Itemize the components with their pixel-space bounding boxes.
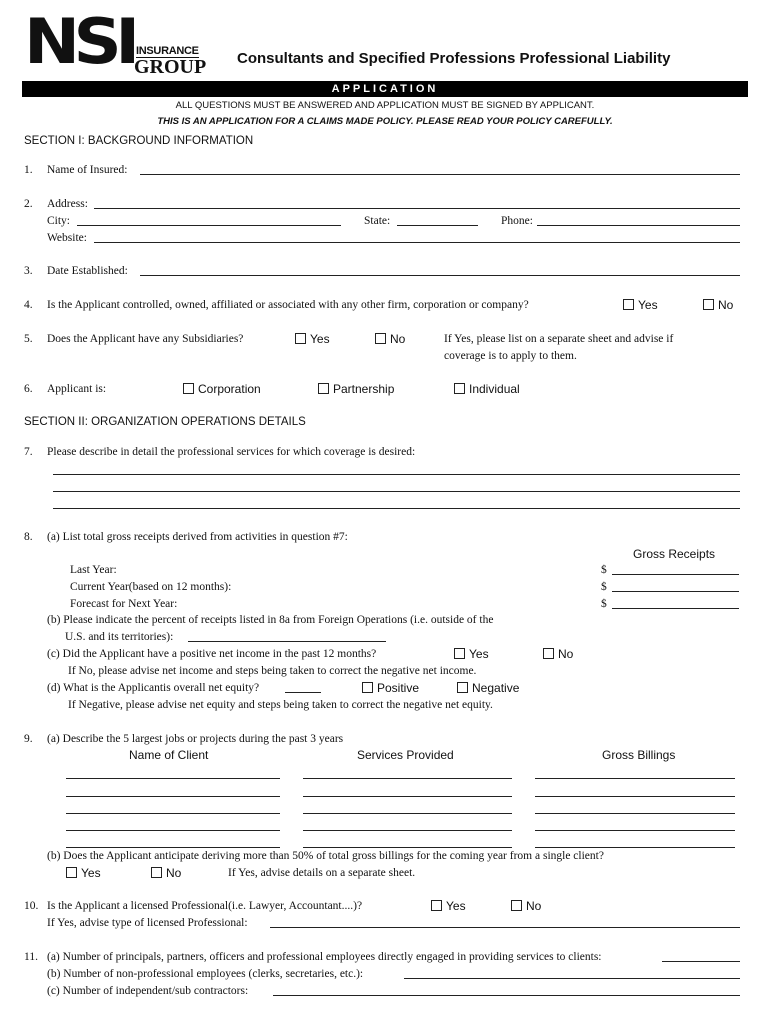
q8c-yes-option[interactable]	[454, 647, 489, 661]
q5-yes-checkbox[interactable]	[295, 333, 306, 344]
services-field-5[interactable]	[303, 847, 512, 848]
negative-label: Negative	[472, 681, 520, 695]
q4-yes-label: Yes	[638, 298, 658, 312]
q9b-note: If Yes, advise details on a separate sheet.	[228, 867, 416, 879]
q8c-no-option[interactable]	[543, 647, 573, 661]
city-label: City:	[47, 215, 71, 227]
net-equity-field[interactable]	[285, 692, 321, 693]
q10-no-checkbox[interactable]	[511, 900, 522, 911]
q9a-label: (a) Describe the 5 largest jobs or projects during the past 3 years	[47, 733, 344, 745]
q11c-label: (c) Number of independent/sub contractors:	[47, 985, 249, 997]
q11a-label: (a) Number of principals, partners, officers and professional employees directly engaged in providing services to clients:	[47, 951, 602, 963]
forecast-receipts-field[interactable]	[612, 608, 739, 609]
client-field-1[interactable]	[66, 778, 280, 779]
positive-label: Positive	[377, 681, 420, 695]
q7-label: Please describe in detail the professional services for which coverage is desired:	[47, 446, 416, 458]
q11-number: 11.	[24, 951, 38, 963]
q8c-yes-label: Yes	[469, 647, 489, 661]
website-field[interactable]	[94, 242, 740, 243]
current-year-receipts-field[interactable]	[612, 591, 739, 592]
q8c-no-label: No	[558, 647, 574, 661]
city-field[interactable]	[77, 225, 341, 226]
q9b-label: (b) Does the Applicant anticipate deriving more than 50% of total gross billings for the coming year from a single client?	[47, 850, 604, 862]
billings-field-2[interactable]	[535, 796, 735, 797]
application-banner	[22, 81, 748, 97]
q5-no-option[interactable]	[375, 332, 405, 346]
q1-number: 1.	[24, 164, 33, 176]
q10-no-option[interactable]	[511, 899, 541, 913]
q5-yes-label: Yes	[310, 332, 330, 346]
q10-yes-checkbox[interactable]	[431, 900, 442, 911]
services-desc-line-1[interactable]	[53, 474, 740, 475]
section-2-title: SECTION II: ORGANIZATION OPERATIONS DETAILS	[24, 416, 306, 428]
positive-checkbox[interactable]	[362, 682, 373, 693]
q5-no-checkbox[interactable]	[375, 333, 386, 344]
q5-no-label: No	[390, 332, 406, 346]
q10-sub-label: If Yes, advise type of licensed Professional:	[47, 917, 248, 929]
website-label: Website:	[47, 232, 87, 244]
client-field-4[interactable]	[66, 830, 280, 831]
q9-number: 9.	[24, 733, 33, 745]
q9b-no-label: No	[166, 866, 182, 880]
q10-label: Is the Applicant a licensed Professional(i.e. Lawyer, Accountant....)?	[47, 900, 363, 912]
q4-yes-checkbox[interactable]	[623, 299, 634, 310]
billings-field-5[interactable]	[535, 847, 735, 848]
date-established-field[interactable]	[140, 275, 740, 276]
q2-number: 2.	[24, 198, 33, 210]
q9b-yes-label: Yes	[81, 866, 101, 880]
notice-signature: ALL QUESTIONS MUST BE ANSWERED AND APPLICATION MUST BE SIGNED BY APPLICANT.	[175, 100, 595, 111]
individual-checkbox[interactable]	[454, 383, 465, 394]
q5-note-line2: coverage is to apply to them.	[444, 350, 577, 362]
licensed-type-field[interactable]	[270, 927, 740, 928]
q8d-note: If Negative, please advise net equity and steps being taken to correct the negative net equity.	[68, 699, 493, 711]
services-field-4[interactable]	[303, 830, 512, 831]
billings-field-1[interactable]	[535, 778, 735, 779]
foreign-operations-field[interactable]	[188, 641, 386, 642]
corporation-checkbox[interactable]	[183, 383, 194, 394]
q1-label: Name of Insured:	[47, 164, 128, 176]
col-services-provided: Services Provided	[357, 748, 454, 762]
q9b-yes-checkbox[interactable]	[66, 867, 77, 878]
corporation-option[interactable]	[183, 382, 261, 396]
last-year-receipts-field[interactable]	[612, 574, 739, 575]
q10-no-label: No	[526, 899, 542, 913]
address-label: Address:	[47, 198, 88, 210]
services-field-3[interactable]	[303, 813, 512, 814]
q8b-label-line2: U.S. and its territories):	[65, 631, 174, 643]
address-field[interactable]	[94, 208, 740, 209]
current-year-label: Current Year(based on 12 months):	[70, 581, 232, 593]
services-desc-line-2[interactable]	[53, 491, 740, 492]
logo	[24, 5, 207, 79]
q4-label: Is the Applicant controlled, owned, affiliated or associated with any other firm, corporation or company?	[47, 299, 529, 311]
partnership-checkbox[interactable]	[318, 383, 329, 394]
non-professional-count-field[interactable]	[404, 978, 740, 979]
current-year-dollar: $	[601, 581, 607, 593]
negative-option[interactable]	[457, 681, 519, 695]
last-year-label: Last Year:	[70, 564, 117, 576]
banner-text: APPLICATION	[331, 83, 439, 95]
phone-label: Phone:	[501, 215, 533, 227]
partnership-label: Partnership	[333, 382, 395, 396]
state-label: State:	[364, 215, 391, 227]
q4-yes-option[interactable]	[623, 298, 658, 312]
notice-claims-made: THIS IS AN APPLICATION FOR A CLAIMS MADE POLICY. PLEASE READ YOUR POLICY CAREFULLY.	[157, 116, 613, 127]
client-field-5[interactable]	[66, 847, 280, 848]
forecast-label: Forecast for Next Year:	[70, 598, 178, 610]
q6-label: Applicant is:	[47, 383, 107, 395]
q8d-label: (d) What is the Applicantis overall net equity?	[47, 682, 260, 694]
q8a-label: (a) List total gross receipts derived from activities in question #7:	[47, 531, 348, 543]
q5-note-line1: If Yes, please list on a separate sheet and advise if	[444, 333, 674, 345]
negative-checkbox[interactable]	[457, 682, 468, 693]
q5-number: 5.	[24, 333, 33, 345]
q8c-label: (c) Did the Applicant have a positive net income in the past 12 months?	[47, 648, 377, 660]
positive-option[interactable]	[362, 681, 419, 695]
billings-field-4[interactable]	[535, 830, 735, 831]
section-1-title: SECTION I: BACKGROUND INFORMATION	[24, 135, 254, 147]
q3-label: Date Established:	[47, 265, 128, 277]
individual-label: Individual	[469, 382, 520, 396]
logo-insurance: INSURANCE	[136, 45, 199, 57]
contractors-count-field[interactable]	[273, 995, 740, 996]
state-field[interactable]	[397, 225, 478, 226]
q5-label: Does the Applicant have any Subsidiaries?	[47, 333, 244, 345]
q10-yes-option[interactable]	[431, 899, 466, 913]
q4-number: 4.	[24, 299, 33, 311]
q8c-note: If No, please advise net income and steps being taken to correct the negative net income.	[68, 665, 477, 677]
form-title: Consultants and Specified Professions Professional Liability	[237, 50, 671, 67]
q3-number: 3.	[24, 265, 33, 277]
forecast-dollar: $	[601, 598, 607, 610]
partnership-option[interactable]	[318, 382, 394, 396]
col-name-of-client: Name of Client	[129, 748, 209, 762]
q9b-no-checkbox[interactable]	[151, 867, 162, 878]
q1-row	[24, 164, 128, 176]
last-year-dollar: $	[601, 564, 607, 576]
q11b-label: (b) Number of non-professional employees (clerks, secretaries, etc.):	[47, 968, 364, 980]
services-desc-line-3[interactable]	[53, 508, 740, 509]
services-field-1[interactable]	[303, 778, 512, 779]
q9b-yes-option[interactable]	[66, 866, 101, 880]
gross-receipts-header: Gross Receipts	[633, 547, 716, 561]
corporation-label: Corporation	[198, 382, 261, 396]
q8c-no-checkbox[interactable]	[543, 648, 554, 659]
q4-no-option[interactable]	[703, 298, 733, 312]
q8-number: 8.	[24, 531, 33, 543]
q7-number: 7.	[24, 446, 33, 458]
q8b-label: (b) Please indicate the percent of receipts listed in 8a from Foreign Operations (i.e. outside of the	[47, 614, 494, 626]
logo-group: GROUP	[134, 56, 207, 78]
q10-number: 10.	[24, 900, 39, 912]
q9b-no-option[interactable]	[151, 866, 181, 880]
phone-field[interactable]	[537, 225, 740, 226]
principals-count-field[interactable]	[662, 961, 740, 962]
client-field-3[interactable]	[66, 813, 280, 814]
q6-number: 6.	[24, 383, 33, 395]
col-gross-billings: Gross Billings	[602, 748, 676, 762]
logo-main: NSI	[24, 5, 134, 78]
insured-name-field[interactable]	[140, 174, 740, 175]
services-field-2[interactable]	[303, 796, 512, 797]
individual-option[interactable]	[454, 382, 520, 396]
q8c-yes-checkbox[interactable]	[454, 648, 465, 659]
q4-no-checkbox[interactable]	[703, 299, 714, 310]
q10-yes-label: Yes	[446, 899, 466, 913]
q4-no-label: No	[718, 298, 734, 312]
billings-field-3[interactable]	[535, 813, 735, 814]
q5-yes-option[interactable]	[295, 332, 330, 346]
client-field-2[interactable]	[66, 796, 280, 797]
